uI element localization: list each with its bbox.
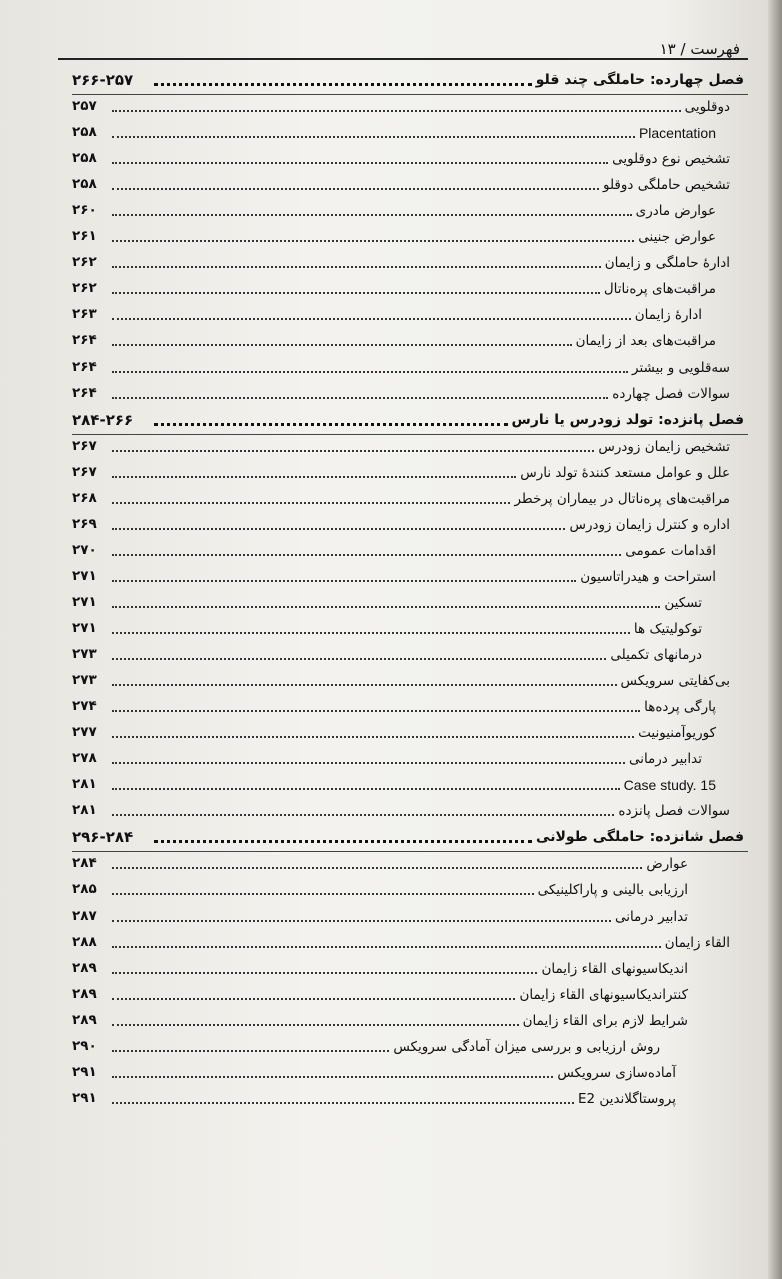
toc-entry bbox=[72, 121, 748, 147]
toc-title: اندیکاسیونهای القاء زایمان bbox=[541, 960, 688, 977]
toc-title: شرایط لازم برای القاء زایمان bbox=[522, 1012, 688, 1029]
toc-page-number: ۲۸۹ bbox=[72, 959, 97, 976]
toc-entry bbox=[72, 1035, 748, 1061]
toc-page-number: ۲۶۴ bbox=[72, 384, 97, 401]
toc-page-number: ۲۸۱ bbox=[72, 802, 97, 819]
toc-chapter-heading bbox=[72, 825, 748, 852]
dot-leader bbox=[112, 1102, 574, 1104]
dot-leader bbox=[112, 502, 510, 504]
toc-entry bbox=[72, 303, 748, 329]
toc-page-number: ۲۶۲ bbox=[72, 254, 97, 271]
dot-leader bbox=[112, 580, 576, 582]
dot-leader bbox=[112, 762, 625, 764]
toc-page-number: ۲۷۴ bbox=[72, 698, 97, 715]
toc-page-number: ۲۵۸ bbox=[72, 124, 97, 141]
toc-title: تدابیر درمانی bbox=[614, 908, 688, 925]
toc-entry bbox=[72, 721, 748, 747]
toc-entry bbox=[72, 147, 748, 173]
toc-title: تدابیر درمانی bbox=[628, 751, 702, 768]
toc-page-number: ۲۸۵ bbox=[72, 881, 97, 898]
book-spine-edge bbox=[768, 0, 782, 1279]
dot-leader bbox=[112, 266, 601, 268]
dot-leader bbox=[112, 240, 634, 242]
dot-leader bbox=[112, 736, 634, 738]
toc-page-number: ۲۹۰ bbox=[72, 1037, 97, 1054]
dot-leader bbox=[112, 788, 620, 790]
toc-entry bbox=[72, 539, 748, 565]
dot-leader bbox=[112, 214, 632, 216]
toc-title: تشخیص حاملگی دوقلو bbox=[602, 177, 730, 194]
toc-title: فصل شانزده: حاملگی طولانی bbox=[536, 829, 744, 846]
running-header-title: فهرست / ۱۳ bbox=[659, 40, 740, 58]
dot-leader bbox=[112, 893, 534, 895]
toc-title: توکولیتیک ها bbox=[633, 620, 702, 637]
dot-leader bbox=[112, 946, 661, 948]
dot-leader bbox=[112, 684, 617, 686]
toc-title: روش ارزیابی و بررسی میزان آمادگی سرویکس bbox=[393, 1038, 660, 1055]
toc-title: دوقلویی bbox=[684, 99, 730, 116]
toc-page-number: ۲۸۹ bbox=[72, 1011, 97, 1028]
toc-entry bbox=[72, 251, 748, 277]
toc-page-number: ۲۶۳ bbox=[72, 306, 97, 323]
toc-entry bbox=[72, 513, 748, 539]
toc-entry bbox=[72, 643, 748, 669]
toc-page-number: ۲۷۸ bbox=[72, 750, 97, 767]
toc-page-number: ۲۷۰ bbox=[72, 541, 97, 558]
dot-leader bbox=[112, 188, 599, 190]
toc-entry bbox=[72, 931, 748, 957]
toc-page-number: ۲۵۷ bbox=[72, 98, 97, 115]
toc-title: مراقبت‌های بعد از زایمان bbox=[575, 333, 716, 350]
dot-leader bbox=[112, 528, 565, 530]
toc-title: تشخیص زایمان زودرس bbox=[598, 438, 730, 455]
table-of-contents bbox=[72, 68, 748, 1113]
header-rule bbox=[58, 58, 748, 60]
dot-leader bbox=[112, 972, 537, 974]
toc-title: عوارض bbox=[646, 856, 688, 873]
toc-page-number: ۲۶۹ bbox=[72, 515, 97, 532]
dot-leader bbox=[154, 83, 532, 86]
dot-leader bbox=[112, 397, 608, 399]
toc-title: مراقبت‌های پره‌ناتال bbox=[603, 281, 716, 298]
toc-title: ادارهٔ حاملگی و زایمان bbox=[604, 255, 730, 272]
dot-leader bbox=[112, 632, 630, 634]
toc-title: آماده‌سازی سرویکس bbox=[557, 1064, 676, 1081]
toc-entry bbox=[72, 747, 748, 773]
toc-page-number: ۲۹۱ bbox=[72, 1089, 97, 1106]
dot-leader bbox=[112, 867, 642, 869]
toc-title: سه‌قلویی و بیشتر bbox=[632, 359, 730, 376]
toc-entry bbox=[72, 695, 748, 721]
toc-title: درمانهای تکمیلی bbox=[610, 647, 702, 664]
toc-entry bbox=[72, 905, 748, 931]
toc-title: فصل پانزده: تولد زودرس یا نارس bbox=[511, 411, 744, 428]
toc-entry bbox=[72, 617, 748, 643]
toc-entry bbox=[72, 487, 748, 513]
toc-page-number: ۲۷۱ bbox=[72, 619, 97, 636]
toc-page-number: ۲۶۱ bbox=[72, 228, 97, 245]
toc-page-number: ۲۶۸ bbox=[72, 489, 97, 506]
dot-leader bbox=[112, 476, 516, 478]
toc-title: اقدامات عمومی bbox=[625, 542, 716, 559]
toc-page-number: ۲۶۷ bbox=[72, 463, 97, 480]
toc-page-number: ۲۶۶-۲۵۷ bbox=[72, 71, 134, 89]
toc-page-number: ۲۸۱ bbox=[72, 776, 97, 793]
toc-entry bbox=[72, 591, 748, 617]
dot-leader bbox=[112, 606, 660, 608]
toc-title: Placentation bbox=[638, 125, 716, 142]
toc-title: تسکین bbox=[664, 594, 702, 611]
toc-title: عوارض مادری bbox=[635, 203, 716, 220]
toc-entry bbox=[72, 1009, 748, 1035]
toc-page-number: ۲۸۸ bbox=[72, 933, 97, 950]
dot-leader bbox=[154, 840, 532, 843]
toc-page-number: ۲۷۱ bbox=[72, 593, 97, 610]
toc-entry bbox=[72, 435, 748, 461]
toc-page-number: ۲۸۹ bbox=[72, 985, 97, 1002]
dot-leader bbox=[112, 292, 600, 294]
toc-title: بی‌کفایتی سرویکس bbox=[620, 673, 730, 690]
toc-title: ادارهٔ زایمان bbox=[634, 307, 702, 324]
toc-chapter-heading bbox=[72, 408, 748, 435]
running-header bbox=[60, 38, 740, 60]
toc-title: کنتراندیکاسیونهای القاء زایمان bbox=[519, 986, 688, 1003]
toc-title: عوارض جنینی bbox=[638, 229, 716, 246]
toc-title: کوریوآمنیونیت bbox=[638, 725, 716, 742]
dot-leader bbox=[112, 344, 572, 346]
dot-leader bbox=[112, 1050, 389, 1052]
toc-entry bbox=[72, 173, 748, 199]
toc-entry bbox=[72, 983, 748, 1009]
toc-page-number: ۲۶۴ bbox=[72, 332, 97, 349]
toc-title: Case study. 15 bbox=[623, 777, 716, 794]
toc-page-number: ۲۵۸ bbox=[72, 150, 97, 167]
dot-leader bbox=[112, 110, 681, 112]
toc-page-number: ۲۹۱ bbox=[72, 1063, 97, 1080]
toc-entry bbox=[72, 878, 748, 904]
dot-leader bbox=[112, 450, 594, 452]
toc-title: علل و عوامل مستعد کنندهٔ تولد نارس bbox=[520, 464, 730, 481]
dot-leader bbox=[112, 1076, 553, 1078]
toc-entry bbox=[72, 669, 748, 695]
toc-page-number: ۲۹۶-۲۸۴ bbox=[72, 828, 134, 847]
toc-entry bbox=[72, 199, 748, 225]
toc-page-number: ۲۷۳ bbox=[72, 672, 97, 689]
dot-leader bbox=[112, 371, 628, 373]
toc-entry bbox=[72, 329, 748, 355]
toc-entry bbox=[72, 852, 748, 878]
toc-page-number: ۲۷۳ bbox=[72, 646, 97, 663]
toc-title: فصل چهارده: حاملگی چند قلو bbox=[535, 72, 744, 88]
toc-page-number: ۲۵۸ bbox=[72, 176, 97, 193]
toc-entry bbox=[72, 773, 748, 799]
toc-title: استراحت و هیدراتاسیون bbox=[580, 568, 716, 585]
dot-leader bbox=[112, 658, 606, 660]
toc-entry bbox=[72, 1061, 748, 1087]
toc-entry bbox=[72, 565, 748, 591]
toc-entry bbox=[72, 957, 748, 983]
toc-title: ارزیابی بالینی و پاراکلینیکی bbox=[537, 882, 688, 899]
dot-leader bbox=[154, 423, 508, 426]
toc-title: القاء زایمان bbox=[664, 934, 730, 951]
dot-leader bbox=[112, 920, 611, 922]
toc-entry bbox=[72, 382, 748, 408]
toc-page-number: ۲۸۴-۲۶۶ bbox=[72, 410, 134, 429]
dot-leader bbox=[112, 998, 515, 1000]
toc-page-number: ۲۸۴ bbox=[72, 855, 97, 872]
dot-leader bbox=[112, 1024, 519, 1026]
toc-page-number: ۲۷۷ bbox=[72, 724, 97, 741]
dot-leader bbox=[112, 710, 640, 712]
toc-page-number: ۲۶۲ bbox=[72, 280, 97, 297]
toc-entry bbox=[72, 356, 748, 382]
dot-leader bbox=[112, 318, 631, 320]
toc-page-number: ۲۷۱ bbox=[72, 567, 97, 584]
toc-title: اداره و کنترل زایمان زودرس bbox=[569, 516, 730, 533]
toc-entry bbox=[72, 277, 748, 303]
toc-entry bbox=[72, 799, 748, 825]
toc-title: سوالات فصل پانزده bbox=[618, 803, 730, 820]
toc-page-number: ۲۶۷ bbox=[72, 437, 97, 454]
toc-title: پروستاگلاندین E2 bbox=[578, 1090, 676, 1107]
toc-page-number: ۲۸۷ bbox=[72, 907, 97, 924]
dot-leader bbox=[112, 554, 621, 556]
toc-page-number: ۲۶۴ bbox=[72, 358, 97, 375]
toc-title: سوالات فصل چهارده bbox=[612, 385, 730, 402]
toc-chapter-heading bbox=[72, 68, 748, 95]
dot-leader bbox=[112, 136, 635, 138]
toc-entry bbox=[72, 461, 748, 487]
toc-title: تشخیص نوع دوقلویی bbox=[612, 151, 730, 168]
dot-leader bbox=[112, 162, 608, 164]
dot-leader bbox=[112, 814, 614, 816]
toc-entry bbox=[72, 225, 748, 251]
toc-entry bbox=[72, 1087, 748, 1113]
toc-title: مراقبت‌های پره‌ناتال در بیماران پرخطر bbox=[514, 490, 730, 507]
toc-entry bbox=[72, 95, 748, 121]
toc-page-number: ۲۶۰ bbox=[72, 202, 97, 219]
toc-title: پارگی پرده‌ها bbox=[644, 699, 716, 716]
